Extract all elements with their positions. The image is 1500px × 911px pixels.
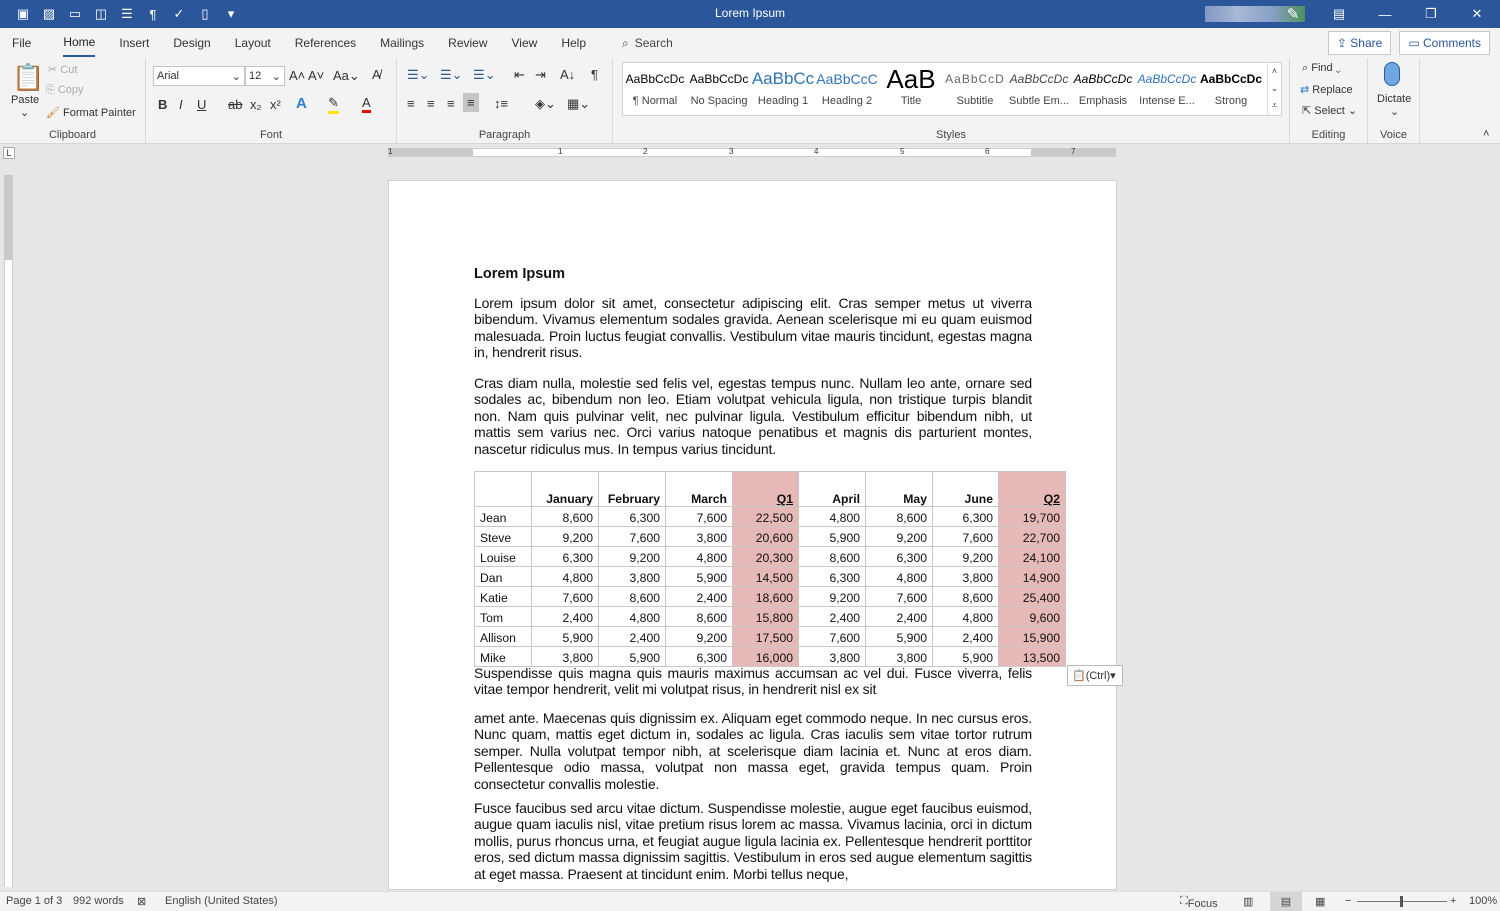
table-cell[interactable]: 5,900 [599,647,666,667]
replace-button[interactable]: ⇄ Replace [1300,84,1353,96]
title-bar [0,0,1500,28]
italic-button[interactable]: I [179,97,183,112]
web-layout-view-icon[interactable]: ▦ [1315,896,1326,908]
read-mode-view-icon[interactable]: ▥ [1243,896,1254,908]
table-cell[interactable]: 9,200 [666,627,733,647]
layout-icon[interactable]: ☰ [121,6,133,21]
table-cell[interactable]: 9,200 [799,587,866,607]
paragraph-3: Suspendisse quis magna quis mauris maximus accumsan ac vel dui. Fusce viverra, felis vitae tempor hendrerit, velit mi volutpat risus, in hendrerit nisl ex sit [474,665,1032,698]
row-name-cell[interactable]: Steve [475,527,532,547]
table-cell[interactable]: 15,900 [999,627,1066,647]
table-cell[interactable]: 7,600 [599,527,666,547]
table-cell[interactable]: 3,800 [532,647,599,667]
search-icon: ⌕ [622,35,629,50]
table-cell[interactable]: 4,800 [599,607,666,627]
editing-group: ⌕ Find ⌄ ⇄ Replace ⇱ Select ⌄ Editing [1290,58,1368,144]
shrink-font-icon[interactable]: A˅ [308,68,325,83]
zoom-level[interactable]: 100% [1469,895,1498,907]
grow-font-icon[interactable]: A˄ [289,68,306,83]
clipboard-icon: 📋 [1072,670,1086,682]
save-icon[interactable]: ▣ [16,6,30,21]
table-cell[interactable]: 13,500 [999,647,1066,667]
voice-group: Dictate ⌄ Voice [1368,58,1420,144]
table-cell[interactable]: 3,800 [599,567,666,587]
save-as-icon[interactable]: ▨ [42,6,56,21]
table-cell[interactable]: 7,600 [933,527,999,547]
ribbon-display-icon[interactable]: ▤ [1332,6,1346,21]
style-intense-emphasis[interactable]: AaBbCcDc Intense E... [1137,72,1197,107]
language[interactable]: English (United States) [165,895,278,907]
paste-icon[interactable]: 📋 [12,62,45,92]
highlight-icon[interactable]: ✎ [328,95,339,114]
font-group: Arial ⌄ 12 ⌄ A˄ A˅ Aa⌄ A̸ B I U ab x₂ x² A ✎ A Font [146,58,397,144]
table-cell[interactable]: 2,400 [866,607,933,627]
tab-mailings[interactable]: Mailings [380,36,425,50]
style-normal[interactable]: AaBbCcDc ¶ Normal [625,72,685,107]
table-cell[interactable]: 8,600 [799,547,866,567]
table-cell[interactable]: 7,600 [799,627,866,647]
open-icon[interactable]: ▭ [68,6,82,21]
sort-icon[interactable]: A↓ [560,67,576,82]
tab-review[interactable]: Review [448,36,488,50]
change-case-button[interactable]: Aa⌄ [333,68,360,83]
text-effects-icon[interactable]: A [296,95,307,112]
table-cell[interactable]: 8,600 [666,607,733,627]
select-button[interactable]: ⇱ Select ⌄ [1302,105,1358,117]
paste-button[interactable]: Paste [11,94,40,106]
table-cell[interactable]: 2,400 [599,627,666,647]
table-cell[interactable]: 2,400 [799,607,866,627]
tab-layout[interactable]: Layout [234,36,271,50]
table-cell[interactable]: 6,300 [866,547,933,567]
table-cell[interactable]: 7,600 [866,587,933,607]
column-header: April [799,472,866,507]
table-cell[interactable]: 6,300 [599,507,666,527]
table-row [475,507,1066,527]
table-cell[interactable]: 9,200 [532,527,599,547]
vertical-ruler[interactable] [4,175,13,887]
paragraph-group: ☰⌄ ☰⌄ ☰⌄ ⇤ ⇥ A↓ ¶ ≡ ≡ ≡ ≡ ↕≡ ◈⌄ ▦⌄ Paragraph [397,58,613,144]
table-cell[interactable]: 22,700 [999,527,1066,547]
table-cell[interactable]: 8,600 [599,587,666,607]
table-cell[interactable]: 6,300 [666,647,733,667]
bold-button[interactable]: B [158,97,168,112]
table-cell[interactable]: 22,500 [733,507,799,527]
table-cell[interactable]: 9,200 [866,527,933,547]
minimize-icon[interactable]: — [1378,6,1392,22]
table-cell[interactable]: 20,300 [733,547,799,567]
column-header [475,472,532,507]
tab-file[interactable]: File [12,36,32,50]
table-row [475,547,1066,567]
print-layout-view-icon[interactable]: ▤ [1270,892,1302,911]
paragraph-5: Fusce faucibus sed arcu vitae dictum. Suspendisse molestie, augue eget faucibus euismod, augue quam iaculis nisl, vitae pretium risus lorem ac massa. Vivamus lacinia, orci in dictum mollis, purus rhoncus urna, et feugiat augue ligula lacinia ex. Pellentesque hendrerit porttitor eros, sed dictum massa dignissim sagittis. Vestibulum in eros sed augue elementum sagittis at eget massa. Praesent at tincidunt enim. Morbi tellus neque, [474,800,1032,882]
zoom-slider-thumb[interactable] [1400,896,1403,907]
table-cell[interactable]: 14,900 [999,567,1066,587]
table-cell[interactable]: 9,200 [933,547,999,567]
zoom-in-icon[interactable]: + [1450,895,1457,907]
row-name-cell[interactable]: Jean [475,507,532,527]
font-name-select[interactable]: Arial ⌄ [153,66,245,86]
show-formatting-icon[interactable]: ¶ [591,67,598,82]
font-color-icon[interactable]: A [362,95,371,113]
numbering-icon[interactable]: ☰⌄ [440,67,463,82]
table-cell[interactable]: 8,600 [933,587,999,607]
clipboard-group: 📋 Paste ⌄ ✂ Cut ⎘ Copy 🖌 Format Painter Clipboard [0,58,146,144]
font-size-select[interactable]: 12 ⌄ [245,66,285,86]
read-mode-icon[interactable]: ◫ [94,6,108,21]
tab-help[interactable]: Help [561,36,586,50]
tab-insert[interactable]: Insert [119,36,150,50]
dictate-button[interactable]: Dictate [1377,93,1412,105]
styles-gallery [622,62,1282,116]
tab-references[interactable]: References [294,36,357,50]
pilcrow-icon[interactable]: ¶ [149,6,157,22]
style-title[interactable]: AaB Title [886,64,936,107]
sales-table[interactable] [474,471,1066,667]
shading-icon[interactable]: ◈⌄ [535,96,556,111]
status-bar [0,891,1500,911]
table-cell[interactable]: 9,600 [999,607,1066,627]
page-count[interactable]: Page 1 of 3 [6,895,63,907]
table-cell[interactable]: 2,400 [532,607,599,627]
table-cell[interactable]: 4,800 [532,567,599,587]
table-cell[interactable]: 3,800 [799,647,866,667]
table-cell[interactable]: 7,600 [666,507,733,527]
column-header: May [866,472,933,507]
table-cell[interactable]: 4,800 [666,547,733,567]
close-icon[interactable]: ✕ [1471,6,1483,21]
table-cell[interactable]: 4,800 [799,507,866,527]
document-page[interactable] [388,180,1117,890]
increase-indent-icon[interactable]: ⇥ [535,67,546,82]
find-button[interactable]: ⌕ Find ⌄ [1302,62,1341,74]
paragraph-4: amet ante. Maecenas quis dignissim ex. Aliquam eget commodo neque. In nec cursus eros. Nunc quam, mattis eget dictum in, sodales ac ligula. Cras iaculis sem vitae tortor rutrum semper. Nulla volutpat tempor nibh, at scelerisque diam lacinia et. Nunc at eros diam. Pellentesque odio massa, volutpat non massa eget, gravida tempus quam. Proin consectetur convallis molestie. [474,710,1032,792]
column-header: June [933,472,999,507]
table-cell[interactable]: 5,900 [933,647,999,667]
restore-icon[interactable]: ❐ [1425,6,1437,21]
table-cell[interactable]: 4,800 [866,567,933,587]
table-cell[interactable]: 3,800 [866,647,933,667]
row-name-cell[interactable]: Dan [475,567,532,587]
paragraph-2: Cras diam nulla, molestie sed felis vel, egestas tempus nunc. Nullam leo ante, ornare sed sodales ac, bibendum non leo. Etiam volutpat vehicula ligula, non tristique turpis blandit non. Nam quis pulvinar velit, nec pulvinar ligula. Vestibulum efficitur bibendum nibh, ut mattis sem varius nec. Orci varius natoque penatibus et magnis dis parturient montes, nascetur ridiculus mus. In tempus varius tincidunt. [474,375,1032,457]
style-emphasis[interactable]: AaBbCcDc Emphasis [1073,72,1133,107]
tab-design[interactable]: Design [173,36,211,50]
style-no-spacing[interactable]: AaBbCcDc No Spacing [689,72,749,107]
window-title: Lorem Ipsum [714,6,786,20]
table-cell[interactable]: 7,600 [532,587,599,607]
format-painter-button[interactable]: 🖌 Format Painter [46,107,136,119]
subscript-button[interactable]: x₂ [250,97,262,112]
row-name-cell[interactable]: Louise [475,547,532,567]
table-cell[interactable]: 19,700 [999,507,1066,527]
table-cell[interactable]: 4,800 [933,607,999,627]
table-cell[interactable]: 6,300 [799,567,866,587]
comments-button[interactable]: ▭ Comments [1399,31,1490,55]
table-cell[interactable]: 16,000 [733,647,799,667]
style-heading-1[interactable]: AaBbCc Heading 1 [751,69,815,107]
style-subtle-emphasis[interactable]: AaBbCcDc Subtle Em... [1009,72,1069,107]
cut-button[interactable]: ✂ Cut [48,64,78,76]
styles-scroll[interactable]: ˄ ⌄ ⩡ [1267,63,1281,115]
table-cell[interactable]: 6,300 [933,507,999,527]
proofing-icon[interactable]: ⊠ [137,896,147,908]
table-cell[interactable]: 20,600 [733,527,799,547]
pen-icon[interactable]: ✎ [1286,6,1300,23]
spelling-icon[interactable]: ✓ [173,6,185,21]
table-cell[interactable]: 9,200 [599,547,666,567]
table-cell[interactable]: 2,400 [933,627,999,647]
table-cell[interactable]: 3,800 [933,567,999,587]
row-name-cell[interactable]: Katie [475,587,532,607]
search-box[interactable]: ⌕ Search [622,35,673,50]
table-cell[interactable]: 5,900 [666,567,733,587]
superscript-button[interactable]: x² [270,97,281,112]
borders-icon[interactable]: ▦⌄ [567,96,591,111]
justify-icon[interactable]: ≡ [463,93,479,112]
table-row [475,527,1066,547]
column-header: Q1 [733,472,799,507]
row-name-cell[interactable]: Tom [475,607,532,627]
focus-button[interactable]: ⛶ Focus [1180,895,1218,910]
bullets-icon[interactable]: ☰⌄ [407,67,430,82]
table-cell[interactable]: 24,100 [999,547,1066,567]
collapse-ribbon-icon[interactable]: ˄ [1483,128,1490,140]
underline-button[interactable]: U [197,97,207,112]
new-document-icon[interactable]: ▯ [201,6,209,21]
table-cell[interactable]: 5,900 [532,627,599,647]
align-left-icon[interactable]: ≡ [407,96,415,111]
style-subtitle[interactable]: AaBbCcD Subtitle [945,72,1005,107]
paragraph-1: Lorem ipsum dolor sit amet, consectetur adipiscing elit. Cras semper metus ut viverra bibendum. Vivamus elementum sodales gravida. Aenean scelerisque mi eu quam euismod malesuada. Proin luctus feugiat convallis. Vestibulum vitae mauris tincidunt, egestas magna in, hendrerit risus. [474,295,1032,361]
table-row [475,627,1066,647]
table-cell[interactable]: 5,900 [866,627,933,647]
microphone-icon[interactable] [1384,62,1400,86]
table-header-row [475,472,1066,507]
column-header: March [666,472,733,507]
table-cell[interactable]: 18,600 [733,587,799,607]
row-name-cell[interactable]: Allison [475,627,532,647]
table-row [475,607,1066,627]
table-cell[interactable]: 17,500 [733,627,799,647]
row-name-cell[interactable]: Mike [475,647,532,667]
share-button[interactable]: ⇪ Share [1328,31,1391,55]
table-cell[interactable]: 15,800 [733,607,799,627]
tab-home[interactable]: Home [63,29,95,57]
multilevel-list-icon[interactable]: ☰⌄ [473,67,496,82]
line-spacing-icon[interactable]: ↕≡ [494,96,509,111]
table-cell[interactable]: 6,300 [532,547,599,567]
styles-group: AaBbCcDc ¶ Normal AaBbCcDc No Spacing AaBbCc Heading 1 AaBbCcC Heading 2 AaB Title AaBbCcD Subtitle AaBbCcDc Subtle Em... AaBbCcDc Emphasis AaBbCcDc Intense E... AaBbCcDc Strong ˄ ⌄ ⩡ Styles [613,58,1290,144]
tab-selector[interactable]: L [3,147,15,159]
align-right-icon[interactable]: ≡ [447,96,455,111]
document-heading: Lorem Ipsum [474,266,566,282]
style-strong[interactable]: AaBbCcDc Strong [1199,72,1262,107]
strikethrough-button[interactable]: ab [228,97,243,112]
table-cell[interactable]: 8,600 [866,507,933,527]
word-count[interactable]: 992 words [73,895,124,907]
table-cell[interactable]: 2,400 [666,587,733,607]
column-header: February [599,472,666,507]
ribbon [0,58,1500,144]
zoom-out-icon[interactable]: − [1345,895,1352,907]
table-row [475,587,1066,607]
style-heading-2[interactable]: AaBbCcC Heading 2 [816,71,878,107]
table-cell[interactable]: 8,600 [532,507,599,527]
customize-icon[interactable]: ▾ [227,6,235,21]
column-header: January [532,472,599,507]
paste-options-button[interactable]: 📋(Ctrl)▾ [1067,665,1123,686]
copy-button[interactable]: ⎘ Copy [46,84,84,96]
table-row [475,647,1066,667]
table-row [475,567,1066,587]
decrease-indent-icon[interactable]: ⇤ [514,67,525,82]
table-cell[interactable]: 25,400 [999,587,1066,607]
clear-formatting-icon[interactable]: A̸ [372,67,381,82]
ribbon-tabs [0,28,1500,58]
tab-view[interactable]: View [511,36,538,50]
table-cell[interactable]: 5,900 [799,527,866,547]
table-cell[interactable]: 14,500 [733,567,799,587]
table-cell[interactable]: 3,800 [666,527,733,547]
column-header: Q2 [999,472,1066,507]
horizontal-ruler[interactable]: L 1 1 2 3 4 5 6 7 [0,144,1500,164]
align-center-icon[interactable]: ≡ [427,96,435,111]
